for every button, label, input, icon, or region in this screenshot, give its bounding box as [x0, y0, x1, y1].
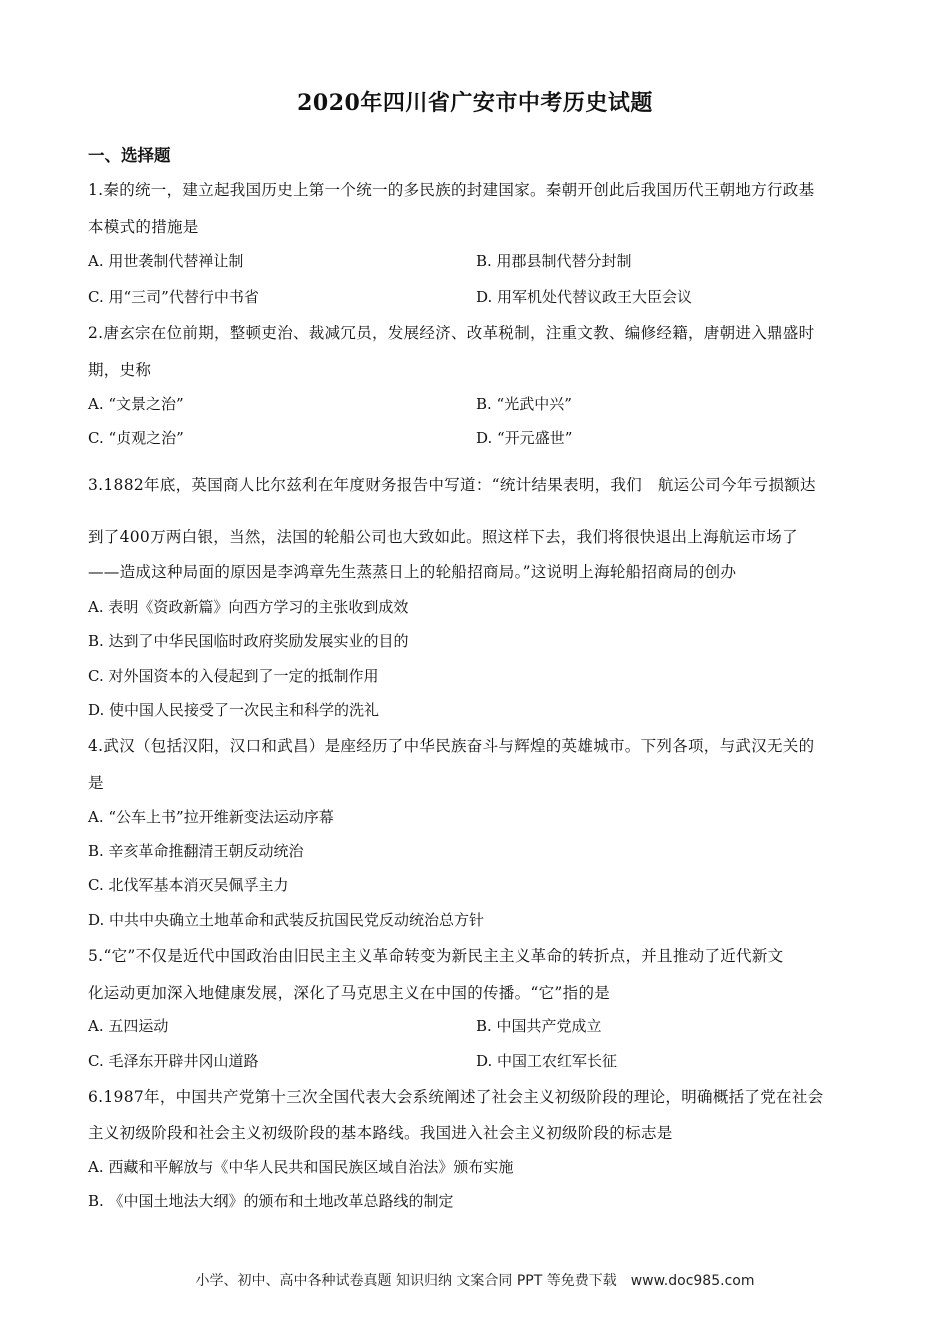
- question-2-option-d: D. “开元盛世”: [476, 429, 573, 447]
- question-1-option-a: A. 用世袭制代替禅让制: [88, 252, 244, 270]
- question-5-option-a: A. 五四运动: [88, 1017, 169, 1035]
- question-4-option-c: C. 北伐军基本消灭吴佩孚主力: [88, 876, 289, 894]
- question-4-option-a: A. “公车上书”拉开维新变法运动序幕: [88, 808, 334, 826]
- question-2-option-c: C. “贞观之治”: [88, 429, 184, 447]
- section-heading: 一、选择题: [88, 146, 171, 165]
- question-3-option-d: D. 使中国人民接受了一次民主和科学的洗礼: [88, 701, 380, 719]
- question-3-option-a: A. 表明《资政新篇》向西方学习的主张收到成效: [88, 598, 409, 616]
- question-3-line-3: ——造成这种局面的原因是李鸿章先生蒸蒸日上的轮船招商局。”这说明上海轮船招商局的创办: [88, 563, 737, 581]
- question-1-option-b: B. 用郡县制代替分封制: [476, 252, 632, 270]
- question-4-option-b: B. 辛亥革命推翻清王朝反动统治: [88, 842, 304, 860]
- question-2-line-2: 期，史称: [88, 361, 152, 379]
- page-footer: 小学、初中、高中各种试卷真题 知识归纳 文案合同 PPT 等免费下载 www.doc985.com: [195, 1273, 755, 1289]
- question-4-option-d: D. 中共中央确立土地革命和武装反抗国民党反动统治总方针: [88, 911, 485, 929]
- question-3-option-b: B. 达到了中华民国临时政府奖励发展实业的目的: [88, 632, 409, 650]
- question-4-line-1: 4.武汉（包括汉阳，汉口和武昌）是座经历了中华民族奋斗与辉煌的英雄城市。下列各项，与武汉无关的: [88, 737, 815, 755]
- question-6-line-2: 主义初级阶段和社会主义初级阶段的基本路线。我国进入社会主义初级阶段的标志是: [88, 1124, 673, 1142]
- question-1-line-2: 本模式的措施是: [88, 218, 199, 236]
- question-5-option-b: B. 中国共产党成立: [476, 1017, 602, 1035]
- page-title: 2020年四川省广安市中考历史试题: [297, 90, 653, 116]
- question-6-line-1: 6.1987年，中国共产党第十三次全国代表大会系统阐述了社会主义初级阶段的理论，明确概括了党在社会: [88, 1088, 824, 1106]
- question-6-option-b: B. 《中国土地法大纲》的颁布和土地改革总路线的制定: [88, 1192, 454, 1210]
- question-5-option-c: C. 毛泽东开辟井冈山道路: [88, 1052, 259, 1070]
- question-3-option-c: C. 对外国资本的入侵起到了一定的抵制作用: [88, 667, 379, 685]
- question-3-line-2: 到了400万两白银，当然，法国的轮船公司也大致如此。照这样下去，我们将很快退出上海航运市场了: [88, 528, 798, 546]
- question-1-option-c: C. 用“三司”代替行中书省: [88, 288, 259, 306]
- question-1-line-1: 1.秦的统一，建立起我国历史上第一个统一的多民族的封建国家。秦朝开创此后我国历代王朝地方行政基: [88, 181, 815, 199]
- question-5-line-2: 化运动更加深入地健康发展，深化了马克思主义在中国的传播。“它”指的是: [88, 984, 611, 1002]
- question-2-line-1: 2.唐玄宗在位前期，整顿吏治、裁减冗员，发展经济、改革税制，注重文教、编修经籍，唐朝进入鼎盛时: [88, 324, 815, 342]
- question-3-line-1: 3.1882年底，英国商人比尔兹利在年度财务报告中写道：“统计结果表明，我们 航运公司今年亏损额达: [88, 476, 816, 494]
- question-1-option-d: D. 用军机处代替议政王大臣会议: [476, 288, 693, 306]
- question-6-option-a: A. 西藏和平解放与《中华人民共和国民族区域自治法》颁布实施: [88, 1158, 514, 1176]
- question-5-line-1: 5.“它”不仅是近代中国政治由旧民主主义革命转变为新民主主义革命的转折点，并且推动了近代新文: [88, 947, 784, 965]
- question-4-line-2: 是: [88, 774, 104, 792]
- question-2-option-b: B. “光武中兴”: [476, 395, 572, 413]
- question-2-option-a: A. “文景之治”: [88, 395, 184, 413]
- question-5-option-d: D. 中国工农红军长征: [476, 1052, 618, 1070]
